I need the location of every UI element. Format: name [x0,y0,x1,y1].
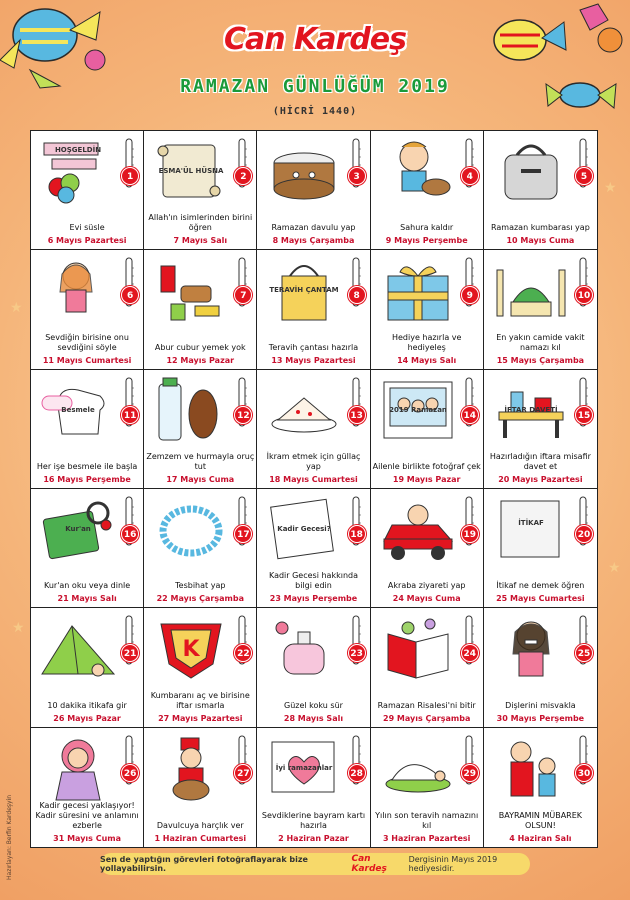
illustration-caption: 2019 Ramazan [388,405,447,414]
girl-hijab-icon [37,734,119,802]
day-number: 28 [348,764,366,782]
logo: Can Kardeş [223,22,407,57]
day-cell [31,370,144,489]
day-date: 14 Mayıs Salı [397,355,457,365]
day-number: 11 [121,406,139,424]
day-number: 13 [348,406,366,424]
day-date: 2 Haziran Pazar [278,834,349,843]
girl-icon [37,256,119,324]
day-task: İtikaf ne demek öğren [496,581,585,591]
day-cell [144,489,257,608]
day-date: 27 Mayıs Pazartesi [158,713,243,723]
day-date: 19 Mayıs Pazar [392,475,461,484]
drummer-icon [150,734,232,802]
star-icon: ★ [608,560,621,576]
day-date: 12 Mayıs Pazar [166,355,235,365]
day-date: 1 Haziran Cumartesi [154,834,247,843]
day-cell [371,370,484,489]
day-task: Ramazan kumbarası yap [491,223,590,233]
day-task: Kur'an oku veya dinle [44,581,131,591]
day-cell [257,370,370,489]
day-number: 8 [348,286,366,304]
hand-icon [37,376,119,444]
day-cell [257,608,370,727]
illustration-caption: TERAVİH ÇANTAM [269,286,340,295]
book-icon [377,614,459,682]
day-task: Davulcuya harçlık ver [156,821,244,830]
day-number: 15 [575,406,593,424]
day-task: Sahura kaldır [400,223,454,233]
day-task: Hazırladığın iftara misafir davet et [489,452,591,471]
star-icon: ★ [604,180,617,196]
day-task: Abur cubur yemek yok [154,342,246,352]
day-date: 9 Mayıs Perşembe [385,236,468,246]
day-task: Kumbaranı aç ve birisine iftar ısmarla [150,690,250,710]
day-number: 25 [575,644,593,662]
day-number: 24 [461,644,479,662]
note-icon [263,495,345,563]
praying-man-icon [377,734,459,802]
day-task: Güzel koku sür [284,700,343,710]
day-task: Ramazan Risalesi'ni bitir [377,700,476,710]
day-date: 30 Mayıs Perşembe [496,713,585,723]
scroll-icon [150,137,232,205]
day-cell [371,608,484,727]
day-number: 3 [348,167,366,185]
illustration-caption: ESMA'ÜL HÜSNA [158,167,224,175]
day-task: Sevdiğin birisine onu sevdiğini söyle [45,332,129,352]
day-number: 23 [348,644,366,662]
day-date: 7 Mayıs Salı [173,236,228,246]
footer-brand: Can Kardeş [351,854,387,874]
day-date: 18 Mayıs Cumartesi [269,475,358,484]
day-cell [484,370,597,489]
day-number: 18 [348,525,366,543]
day-task: Dişlerini misvakla [505,700,576,710]
day-cell [144,608,257,727]
star-icon: ★ [12,620,25,636]
day-cell [257,131,370,250]
day-number: 12 [234,406,252,424]
day-task: BAYRAMIN MÜBAREK OLSUN! [498,811,583,830]
day-date: 8 Mayıs Çarşamba [272,236,355,246]
day-number: 5 [575,167,593,185]
day-number: 17 [234,525,252,543]
day-date: 16 Mayıs Perşembe [43,475,131,484]
calendar-grid [30,130,598,848]
money-box-icon [490,137,572,205]
day-task: Akraba ziyareti yap [387,581,466,591]
question-icon [490,495,572,563]
day-cell [31,608,144,727]
page-title: RAMAZAN GÜNLÜĞÜM 2019 [180,76,450,97]
grandpa-child-icon [490,734,572,802]
footer-note: Dergisinin Mayıs 2019 hediyesidir. [408,855,498,873]
day-number: 21 [121,644,139,662]
illustration-caption: Kadir Gecesi? [277,525,332,533]
day-task: İkram etmek için güllaç yap [266,452,361,471]
day-task: Her işe besmele ile başla [36,462,138,471]
dessert-icon [263,376,345,444]
day-task: Kadir Gecesi hakkında bilgi edin [268,571,358,591]
day-cell [144,728,257,847]
day-task: Sevdiklerine bayram kartı hazırla [261,811,366,830]
day-cell [371,131,484,250]
day-date: 29 Mayıs Çarşamba [383,713,471,723]
day-number: 22 [234,644,252,662]
day-number: 30 [575,764,593,782]
day-cell [31,489,144,608]
drum-icon [263,137,345,205]
day-task: En yakın camide vakit namazı kıl [496,332,585,352]
day-number: 1 [121,167,139,185]
day-number: 7 [234,286,252,304]
girl-teeth-icon [490,614,572,682]
day-task: 10 dakika itikafa gir [47,700,127,710]
day-cell [371,250,484,369]
day-number: 20 [575,525,593,543]
gift-icon [377,256,459,324]
junk-food-icon [150,256,232,324]
day-date: 6 Mayıs Pazartesi [47,236,127,246]
day-cell [257,728,370,847]
illustration-caption: İyi ramazanlar [276,763,333,772]
day-date: 26 Mayıs Pazar [53,713,121,723]
day-task: Kadir gecesi yaklaşıyor! Kadir süresini ve anlamını ezberle [35,801,139,830]
credit-text: Hazırlayan: Berfin Kardeşyin [6,794,13,880]
car-icon [377,495,459,563]
day-cell [371,489,484,608]
boy-drum-icon [377,137,459,205]
card-icon [263,734,345,802]
page-subtitle: (HİCRİ 1440) [272,106,358,117]
day-number: 29 [461,764,479,782]
superhero-icon [150,614,232,682]
day-cell [484,131,597,250]
illustration-caption: Kur'an [65,525,91,533]
day-date: 24 Mayıs Cuma [392,594,461,604]
header [0,0,630,128]
quran-icon [37,495,119,563]
day-cell [484,250,597,369]
day-task: Ailenle birlikte fotoğraf çek [372,462,481,471]
day-cell [144,370,257,489]
mosque-icon [490,256,572,324]
day-date: 23 Mayıs Perşembe [269,594,358,604]
day-date: 3 Haziran Pazartesi [382,834,471,843]
prayer-beads-icon [150,495,232,563]
day-number: 2 [234,167,252,185]
day-date: 28 Mayıs Salı [283,713,344,723]
day-cell [144,250,257,369]
day-cell [484,608,597,727]
footer-banner [100,853,530,875]
day-cell [371,728,484,847]
day-date: 13 Mayıs Pazartesi [271,355,356,365]
tent-icon [37,614,119,682]
day-cell [31,131,144,250]
day-date: 20 Mayıs Pazartesi [498,475,583,484]
day-task: Evi süsle [69,223,105,233]
illustration-caption: İFTAR DAVETİ [504,405,558,414]
bag-icon [263,256,345,324]
illustration-caption: Besmele [61,405,95,414]
perfume-icon [263,614,345,682]
footer-instruction: Sen de yaptığın görevleri fotoğraflayarak bize yollayabilirsin. [100,855,308,873]
day-date: 11 Mayıs Cumartesi [42,355,132,365]
day-cell [144,131,257,250]
day-date: 10 Mayıs Cuma [506,236,575,246]
day-number: 16 [121,525,139,543]
illustration-caption: HOŞGELDİN [54,146,102,154]
day-date: 21 Mayıs Salı [57,594,117,604]
star-icon: ★ [10,300,23,316]
day-cell [31,250,144,369]
day-cell [484,728,597,847]
svg-text:K: K [182,637,200,663]
day-number: 26 [121,764,139,782]
day-task: Allah'ın isimlerinden birini öğren [148,213,253,233]
day-date: 25 Mayıs Cumartesi [496,594,585,604]
balloons-banner-icon [37,137,119,205]
day-number: 10 [575,286,593,304]
day-task: Tesbihat yap [175,581,226,591]
day-task: Teravih çantası hazırla [268,342,359,352]
day-date: 15 Mayıs Çarşamba [496,355,585,365]
water-dates-icon [150,376,232,444]
day-cell [257,489,370,608]
day-task: Ramazan davulu yap [271,223,356,233]
day-date: 4 Haziran Salı [509,834,572,843]
day-task: Zemzem ve hurmayla oruç tut [146,452,255,471]
illustration-caption: İTİKAF [517,519,544,527]
day-cell [31,728,144,847]
day-date: 31 Mayıs Cuma [53,834,122,843]
day-cell [257,250,370,369]
day-task: Yılın son teravih namazını kıl [375,811,479,830]
table-icon [490,376,572,444]
day-number: 9 [461,286,479,304]
family-photo-icon [377,376,459,444]
day-task: Hediye hazırla ve hediyeleş [391,332,462,352]
day-number: 6 [121,286,139,304]
day-date: 17 Mayıs Cuma [166,475,235,484]
day-number: 27 [234,764,252,782]
day-cell [484,489,597,608]
day-date: 22 Mayıs Çarşamba [156,594,244,604]
day-number: 19 [461,525,479,543]
day-number: 14 [461,406,479,424]
day-number: 4 [461,167,479,185]
